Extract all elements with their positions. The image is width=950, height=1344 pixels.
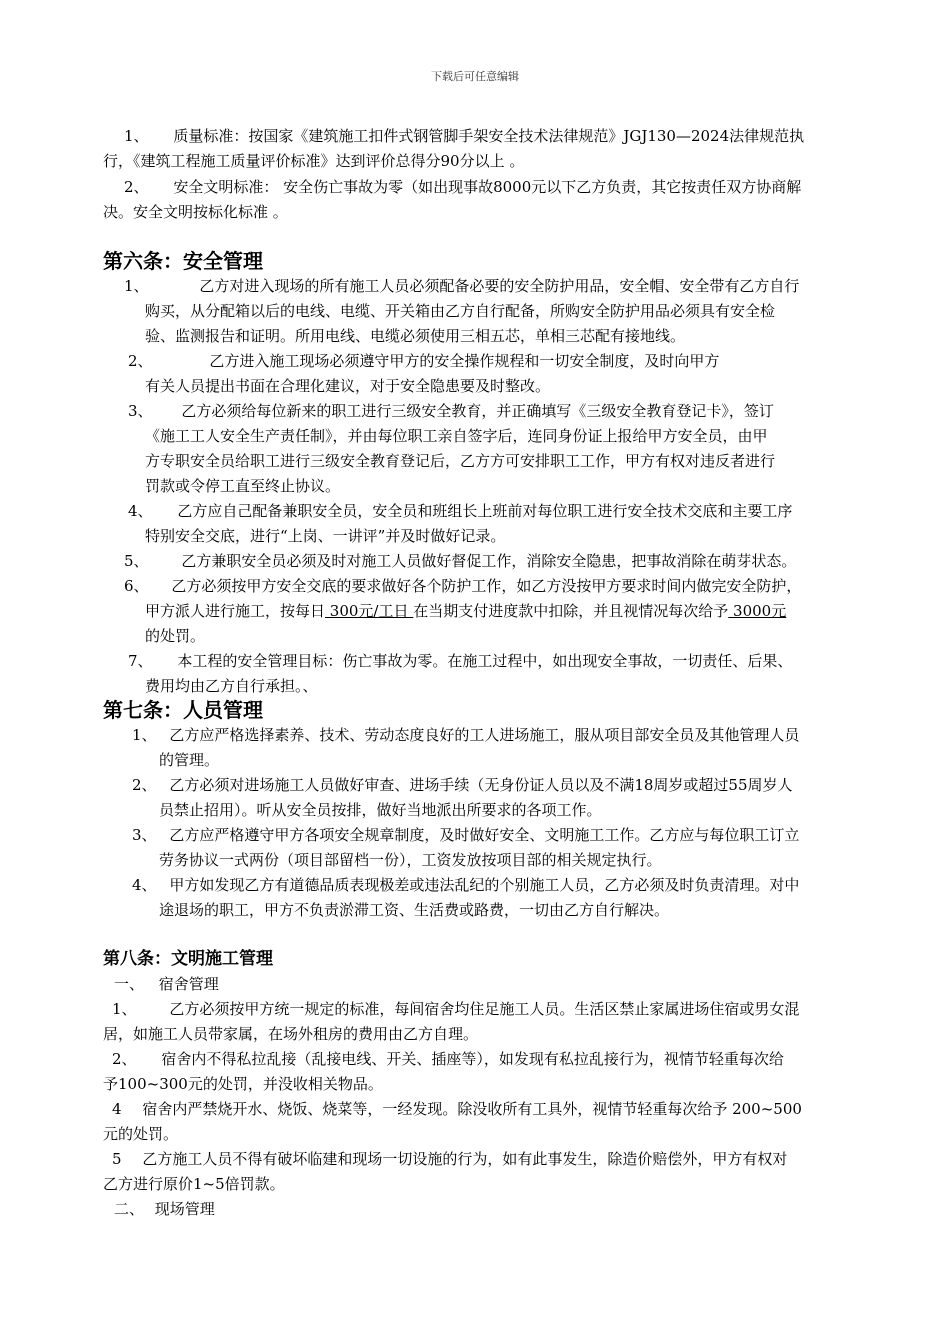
art8-item-1 xyxy=(112,999,799,1019)
art6-item-5 xyxy=(124,551,796,571)
art7-item-2 xyxy=(132,775,793,795)
art6-item-1-cont: 购买，从分配箱以后的电线、电缆、开关箱由乙方自行配备，所购安全防护用品必须具有安全检 xyxy=(145,302,776,320)
item-text: 质量标准：按国家《建筑施工扣件式钢管脚手架安全技术法律规范》JGJ130—2024法律规范执 xyxy=(173,127,805,145)
art8-item-2 xyxy=(112,1049,784,1069)
penalty-text: 甲方派人进行施工，按每日 xyxy=(145,602,326,620)
art7-item-4-cont: 途退场的职工，甲方不负责淤滞工资、生活费或路费，一切由乙方自行解决。 xyxy=(159,901,670,919)
art6-item-3-cont: 方专职安全员给职工进行三级安全教育登记后，乙方方可安排职工工作，甲方有权对违反者进行 xyxy=(145,452,776,470)
item-text: 本工程的安全管理目标：伤亡事故为零。在施工过程中，如出现安全事故，一切责任、后果、 xyxy=(177,652,793,670)
art8-item-4-cont: 元的处罚。 xyxy=(103,1125,179,1143)
item-text: 宿舍内不得私拉乱接（乱接电线、开关、插座等），如发现有私拉乱接行为，视情节轻重每次给 xyxy=(161,1050,784,1068)
art8-section-1 xyxy=(114,974,219,994)
art8-item-5 xyxy=(112,1149,787,1169)
item-text: 甲方如发现乙方有道德品质表现极差或违法乱纪的个别施工人员，乙方必须及时负责清理。对中 xyxy=(169,876,800,894)
item-text: 乙方应自己配备兼职安全员，安全员和班组长上班前对每位职工进行安全技术交底和主要工序 xyxy=(177,502,793,520)
item-number: 1、 xyxy=(124,127,149,145)
item-number: 4 xyxy=(112,1100,122,1118)
item-text: 乙方必须给每位新来的职工进行三级安全教育，并正确填写《三级安全教育登记卡》，签订 xyxy=(181,402,774,420)
item-number: 3、 xyxy=(128,402,153,420)
art8-item-1-cont: 居，如施工人员带家属，在场外租房的费用由乙方自理。 xyxy=(103,1025,479,1043)
quality-item-2 xyxy=(124,177,801,197)
quality-item-1 xyxy=(124,126,804,146)
item-number: 1、 xyxy=(112,1000,137,1018)
item-number: 4、 xyxy=(132,876,157,894)
art6-item-3 xyxy=(128,401,774,421)
item-number: 5 xyxy=(112,1150,122,1168)
item-number: 2、 xyxy=(128,352,153,370)
item-number: 6、 xyxy=(124,577,149,595)
article-7-title: 第七条：人员管理 xyxy=(103,698,263,722)
art8-section-2 xyxy=(114,1199,215,1219)
art6-item-7 xyxy=(128,651,792,671)
section-title: 宿舍管理 xyxy=(158,975,219,993)
item-text: 乙方施工人员不得有破坏临建和现场一切设施的行为，如有此事发生，除造价赔偿外，甲方有权对 xyxy=(142,1150,788,1168)
item-text: 乙方对进入现场的所有施工人员必须配备必要的安全防护用品，安全帽、安全带有乙方自行 xyxy=(199,277,800,295)
art7-item-1 xyxy=(132,725,799,745)
item-text: 宿舍内严禁烧开水、烧饭、烧菜等，一经发现。除没收所有工具外，视情节轻重每次给予 200~500 xyxy=(142,1100,802,1118)
item-number: 2、 xyxy=(132,776,157,794)
art6-item-2 xyxy=(128,351,719,371)
daily-rate-value: 300元/工日 xyxy=(325,602,414,620)
art6-item-1 xyxy=(124,276,799,296)
quality-item-1-cont: 行，《建筑工程施工质量评价标准》达到评价总得分90分以上 。 xyxy=(103,152,525,170)
item-text: 乙方必须对进场施工人员做好审查、进场手续（无身份证人员以及不满18周岁或超过55周岁人 xyxy=(169,776,793,794)
penalty-amount-value: 3000元 xyxy=(728,602,787,620)
item-text: 乙方必须按甲方安全交底的要求做好各个防护工作，如乙方没按甲方要求时间内做完安全防护， xyxy=(171,577,802,595)
art7-item-3 xyxy=(132,825,799,845)
item-text: 乙方应严格遵守甲方各项安全规章制度，及时做好安全、文明施工工作。乙方应与每位职工订立 xyxy=(169,826,800,844)
art6-item-3-cont: 《施工工人安全生产责任制》，并由每位职工亲自签字后，连同身份证上报给甲方安全员，由甲 xyxy=(145,427,768,445)
art6-item-6 xyxy=(124,576,801,596)
art7-item-1-cont: 的管理。 xyxy=(159,751,220,769)
section-title: 现场管理 xyxy=(154,1200,215,1218)
item-number: 5、 xyxy=(124,552,149,570)
section-number: 二、 xyxy=(114,1200,145,1218)
art6-item-2-cont: 有关人员提出书面在合理化建议，对于安全隐患要及时整改。 xyxy=(145,377,551,395)
item-number: 1、 xyxy=(132,726,157,744)
art6-item-6-cont: 的处罚。 xyxy=(145,627,206,645)
item-text: 乙方兼职安全员必须及时对施工人员做好督促工作，消除安全隐患，把事故消除在萌芽状态。 xyxy=(181,552,797,570)
art7-item-3-cont: 劳务协议一式两份（项目部留档一份），工资发放按项目部的相关规定执行。 xyxy=(159,851,662,869)
item-number: 7、 xyxy=(128,652,153,670)
article-8-title: 第八条：文明施工管理 xyxy=(103,949,273,969)
item-number: 4、 xyxy=(128,502,153,520)
item-number: 1、 xyxy=(124,277,149,295)
quality-item-2-cont: 决。安全文明按标化标准 。 xyxy=(103,203,288,221)
item-text: 乙方进入施工现场必须遵守甲方的安全操作规程和一切安全制度，及时向甲方 xyxy=(209,352,720,370)
art7-item-2-cont: 员禁止招用）。听从安全员按排，做好当地派出所要求的各项工作。 xyxy=(159,801,602,819)
page-header: 下载后可任意编辑 xyxy=(431,70,519,83)
item-number: 3、 xyxy=(132,826,157,844)
item-number: 2、 xyxy=(124,178,149,196)
section-number: 一、 xyxy=(114,975,145,993)
item-text: 乙方应严格选择素养、技术、劳动态度良好的工人进场施工，服从项目部安全员及其他管理人员 xyxy=(169,726,800,744)
art8-item-4 xyxy=(112,1099,802,1119)
penalty-text: 在当期支付进度款中扣除，并且视情况每次给予 xyxy=(413,602,729,620)
art8-item-5-cont: 乙方进行原价1~5倍罚款。 xyxy=(103,1175,285,1193)
art6-item-7-cont: 费用均由乙方自行承担。、 xyxy=(145,677,318,695)
art6-item-4 xyxy=(128,501,792,521)
art6-item-6-cont xyxy=(145,601,786,621)
art6-item-3-cont: 罚款或令停工直至终止协议。 xyxy=(145,477,341,495)
art8-item-2-cont: 予100~300元的处罚，并没收相关物品。 xyxy=(103,1075,383,1093)
item-number: 2、 xyxy=(112,1050,137,1068)
item-text: 安全文明标准： 安全伤亡事故为零（如出现事故8000元以下乙方负责，其它按责任双方协商解 xyxy=(173,178,802,196)
art6-item-1-cont: 验、监测报告和证明。所用电线、电缆必须使用三相五芯，单相三芯配有接地线。 xyxy=(145,327,686,345)
art6-item-4-cont: 特别安全交底，进行“上岗、一讲评”并及时做好记录。 xyxy=(145,527,506,545)
article-6-title: 第六条：安全管理 xyxy=(103,249,263,273)
item-text: 乙方必须按甲方统一规定的标准，每间宿舍均住足施工人员。生活区禁止家属进场住宿或男女混 xyxy=(169,1000,800,1018)
art7-item-4 xyxy=(132,875,799,895)
